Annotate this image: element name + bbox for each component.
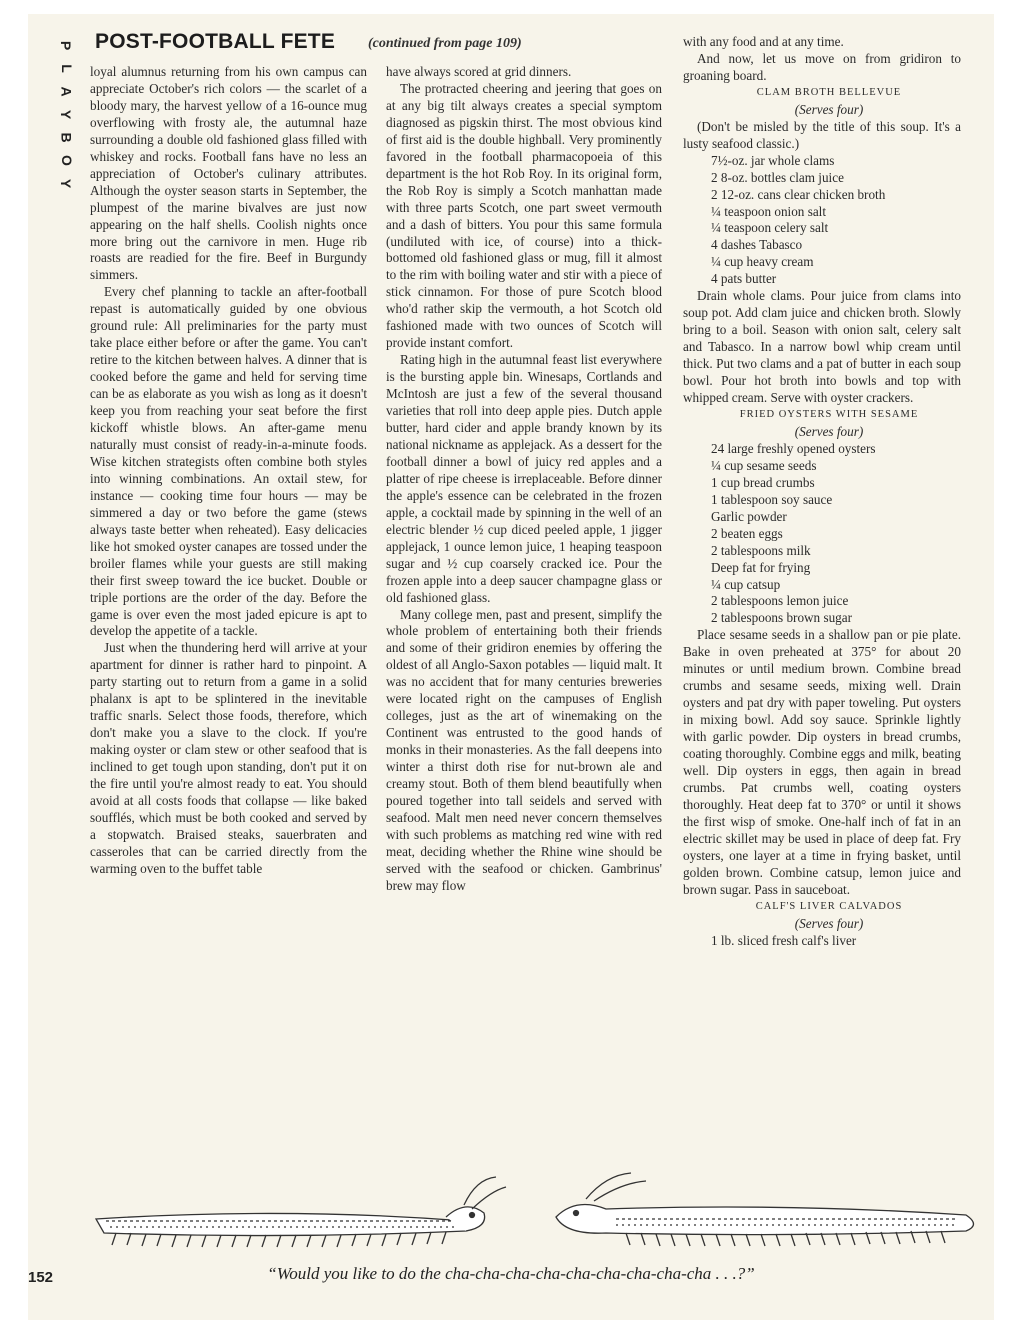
text-column-1 [90,64,367,878]
ingredient: 24 large freshly opened oysters [711,440,876,456]
recipe-calfs-liver [683,899,961,950]
article-title: POST-FOOTBALL FETE [95,30,336,53]
ingredient: 2 tablespoons brown sugar [711,610,853,626]
side-label-letter: B [58,132,75,143]
left-centipede [96,1177,506,1247]
paragraph: with any food and at any time. [683,34,844,49]
ingredient: 4 pats butter [711,271,777,287]
recipe-serves: (Serves four) [794,423,864,439]
recipe-title: FRIED OYSTERS WITH SESAME [739,408,919,420]
right-centipede-eye [574,1211,579,1216]
right-centipede-antenna [586,1173,646,1201]
left-centipede-antenna [464,1177,506,1209]
side-label-letter: Y [58,178,75,189]
ingredient: 4 dashes Tabasco [711,237,803,253]
recipe-fried-oysters [683,407,961,899]
ingredient: 1 cup bread crumbs [711,474,815,490]
ingredient: Deep fat for frying [711,559,811,575]
recipe-title: CALF'S LIVER CALVADOS [755,900,903,912]
magazine-side-label [54,34,78,195]
ingredient: 1 tablespoon soy sauce [711,491,833,507]
recipe-serves: (Serves four) [794,101,864,117]
continued-note: (continued from page 109) [368,36,522,51]
side-label-letter: P [58,40,75,51]
centipede-cartoon [86,1169,986,1257]
ingredient: 1 lb. sliced fresh calf's liver [711,932,857,948]
recipe-method: Place sesame seeds in a shallow pan or pie plate. Bake in oven preheated at 375° for about 20 minutes or until medium brown. Combine bread crumbs and sesame seeds, mixing well. Drain oysters and pat dry with paper toweling. Put oysters in mixing bowl. Add soy sauce. Sprinkle lightly with garlic powder. Dip oysters in bread crumbs, coating thoroughly. Combine eggs and milk, beating well. Dip oysters in eggs, then again in bread crumbs. Pat crumbs well, coating oysters thoroughly. Heat deep fat to 370° or until it shows the first wisp of smoke. One-half inch of fat in an electric skillet may be used in place of deep fat. Fry oysters, one layer at a time in frying basket, until golden brown. Combine catsup, lemon juice and brown sugar. Pass in sauceboat. [683,627,961,897]
side-label-letter: Y [58,109,75,120]
ingredient: 2 tablespoons lemon juice [711,593,849,609]
ingredient: ¼ teaspoon celery salt [711,220,829,236]
recipe-method: Drain whole clams. Pour juice from clams into soup pot. Add clam juice and chicken broth. Slowly bring to a boil. Season with onion salt, celery salt and Tabasco. In a narrow bowl whip cream until thick. Put two clams and a pat of butter in each soup bowl. Pour hot broth into bowls and top with whipped cream. Serve with oyster crackers. [683,288,961,406]
side-label-letter: L [58,64,75,73]
paragraph: Many college men, past and present, simplify the whole problem of entertaining both their friends and some of their gridiron enemies by offering the oldest of all Anglo-Saxon potables — liquid malt. It was no accident that for many centuries breweries were located right on the campuses of English colleges, just as the art of winemaking on the Continent was entrusted to the good hands of monks in their monasteries. As the fall deepens into winter a thirst doth rise for nut-brown ale and creamy stout. Both of them blend beautifully when poured together into tall seidels and served with seafood. Malt men need never concern themselves with such problems as matching red wine with red meat, deciding whether the Rhine wine should be served with the seafood or chicken. Gambrinus' brew may flow [386,606,662,893]
paragraph: Rating high in the autumnal feast list everywhere is the bursting apple bin. Winesaps, Cortlands and McIntosh are just a few of the several thousand varieties that roll into deep apple pies. Dutch apple butter, hard cider and apple brandy known by its national nickname as applejack. As a dessert for the football dinner a bowl of juicy red apples and a platter of ripe cheese is irreplaceable. Before dinner the apple's essence can be celebrated in the frozen apple, a cocktail made by spinning in the well of an electric blender ½ cup diced peeled apple, 1 jigger applejack, 1 ounce lemon juice, 1 heaping teaspoon sugar and ½ cup coarsely cracked ice. Pour the frozen apple into a deep saucer champagne glass or old fashioned glass. [386,352,662,605]
recipe-title: CLAM BROTH BELLEVUE [756,86,902,98]
side-label-letter: A [58,86,75,97]
cartoon-caption: “Would you like to do the cha-cha-cha-cha-cha-cha-cha-cha-cha . . .?” [267,1264,755,1283]
text-column-2 [386,64,662,895]
left-centipede-eye [470,1213,475,1218]
ingredient-list [683,441,961,627]
ingredient: ¼ cup heavy cream [711,254,814,270]
ingredient-list [683,153,961,289]
ingredient: 2 8-oz. bottles clam juice [711,169,844,185]
recipe-clam-broth [683,85,961,407]
paragraph: Every chef planning to tackle an after-football repast is automatically guided by one obvious ground rule: All preliminaries for the party must take place either before or after the game. You can't retire to the kitchen between halves. A dinner that is cooked before the game and held for serving time can be as elaborate as you wish as long as it doesn't keep you from reaching your seat before the first kickoff whistle blows. An after-game menu naturally must consist of ready-in-a-minute foods. Wise kitchen strategists often combine both styles into winning combinations. An oxtail stew, for instance — cooking time four hours — may be simmered a day or two before the game (stews always taste better when reheated). Easy delicacies like hot smoked oyster canapes are tossed under the broiler flames while your guests are still making their first sweep toward the ice bucket. Double or triple portions are the order of the day. Before the game is over even the most jaded epicure is apt to develop the appetite of a tackle. [90,284,367,639]
ingredient: 7½-oz. jar whole clams [711,152,835,168]
text-column-3 [683,34,961,949]
ingredient: 2 beaten eggs [711,525,783,541]
ingredient: ¼ cup sesame seeds [711,457,817,473]
paragraph: And now, let us move on from gridiron to groaning board. [683,50,961,83]
ingredient: ¼ cup catsup [711,576,781,592]
recipe-note: (Don't be misled by the title of this soup. It's a lusty seafood classic.) [683,118,961,151]
paragraph: have always scored at grid dinners. [386,64,572,79]
right-centipede [556,1173,974,1246]
ingredient: 2 tablespoons milk [711,542,811,558]
page-number: 152 [28,1269,54,1286]
recipe-serves: (Serves four) [794,915,864,931]
magazine-page [28,14,994,1320]
paragraph: Just when the thundering herd will arrive at your apartment for dinner is rather hard to pinpoint. A party starting out to return from a game in a solid phalanx is apt to be splintered in the inevitable traffic snarls. Select those foods, therefore, which don't make you a slave to the clock. If you're making oyster or clam stew or other seafood that is inclined to get tough upon standing, don't put it on the fire until you're almost ready to eat. You should avoid at all costs foods that collapse — like baked soufflés, which must be both cooked and served by a stopwatch. Braised steaks, sauerbraten and casseroles that can be carried directly from the warming oven to the buffet table [90,640,367,876]
side-label-letter: O [58,155,75,166]
ingredient: 2 12-oz. cans clear chicken broth [711,186,886,202]
ingredient: Garlic powder [711,508,787,524]
ingredient: ¼ teaspoon onion salt [711,203,827,219]
paragraph: loyal alumnus returning from his own campus can appreciate October's rich colors — the scarlet of a bloody mary, the harvest yellow of a 16-ounce mug overflowing with frosty ale, the autumnal haze surrounding a double old fashioned glass filled with whiskey and rocks. Football fans have no less an appreciation of October's culinary attributes. Although the oyster season starts in September, the plumpest of the marine bivalves are just now appearing on the half shells. Coolish nights once more bring out the carnivore in men. Huge rib roasts are readied for the fire. Beef in Burgundy simmers. [90,64,367,283]
paragraph: The protracted cheering and jeering that goes on at any big tilt always creates a special symptom diagnosed as pigskin thirst. The most obvious kind of first aid is the double highball. Very prominently favored in the football pharmacopoeia of this department is the hot Rob Roy. In its original form, the Rob Roy is simply a Scotch manhattan made with three parts Scotch, one part sweet vermouth and a dash of bitters. You pour this same formula (undiluted with ice, of course) into a thick-bottomed old fashioned glass or mug, fill it almost to the rim with boiling water and stir with a piece of stick cinnamon. For those of pure Scotch blood who'd rather skip the vermouth, a hot Scotch old fashioned made with two ounces of Scotch will provide instant comfort. [386,80,662,351]
